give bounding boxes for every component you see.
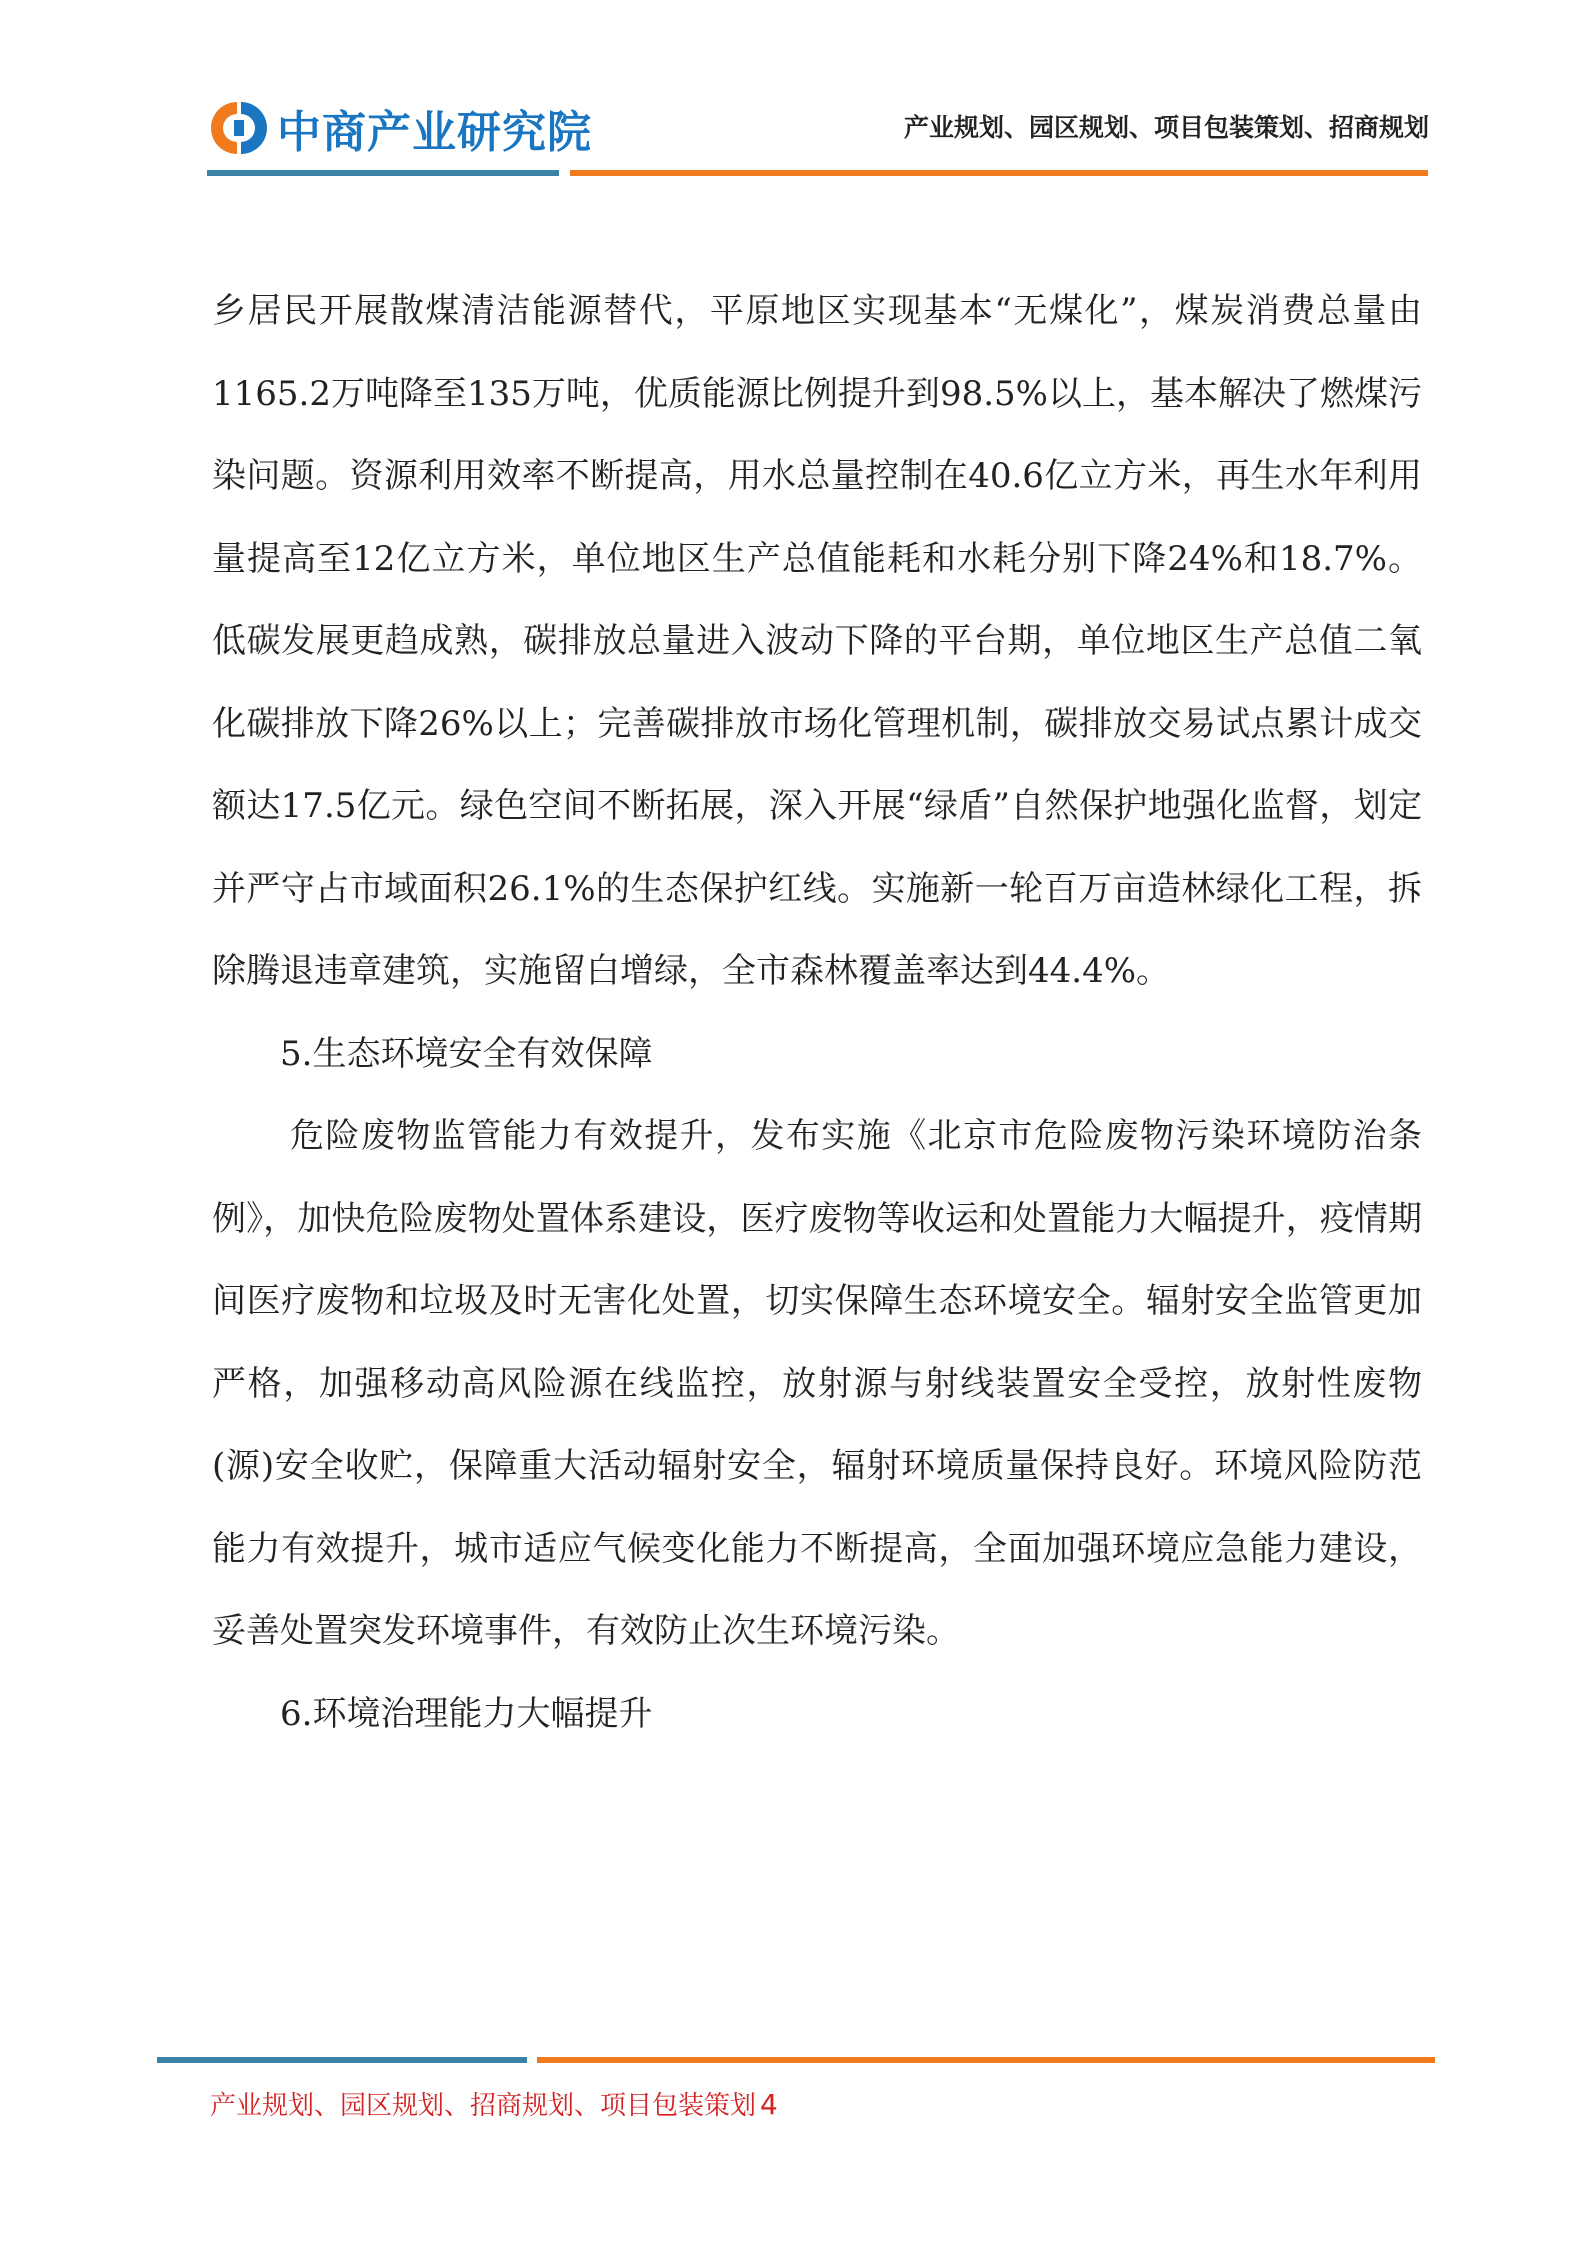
page-number: 4 xyxy=(760,2088,778,2121)
body-paragraph: 危险废物监管能力有效提升，发布实施《北京市危险废物污染环境防治条例》，加快危险废物处置体系建设，医疗废物等收运和处置能力大幅提升，疫情期间医疗废物和垃圾及时无害化处置，切实保障生态环境安全。辐射安全监管更加严格，加强移动高风险源在线监控，放射源与射线装置安全受控，放射性废物(源)安全收贮，保障重大活动辐射安全，辐射环境质量保持良好。环境风险防范能力有效提升，城市适应气候变化能力不断提高，全面加强环境应急能力建设，妥善处置突发环境事件，有效防止次生环境污染。 xyxy=(212,1116,1422,1651)
footer-tagline-text: 产业规划、园区规划、招商规划、项目包装策划 xyxy=(210,2091,757,2121)
body-paragraph: 乡居民开展散煤清洁能源替代，平原地区实现基本“无煤化”，煤炭消费总量由1165.2万吨降至135万吨，优质能源比例提升到98.5%以上，基本解决了燃煤污染问题。资源利用效率不断提高，用水总量控制在40.6亿立方米，再生水年利用量提高至12亿立方米，单位地区生产总值能耗和水耗分别下降24%和18.7%。低碳发展更趋成熟，碳排放总量进入波动下降的平台期，单位地区生产总值二氧化碳排放下降26%以上；完善碳排放市场化管理机制，碳排放交易试点累计成交额达17.5亿元。绿色空间不断拓展，深入开展“绿盾”自然保护地强化监督，划定并严守占市域面积26.1%的生态保护红线。实施新一轮百万亩造林绿化工程，拆除腾退违章建筑，实施留白增绿，全市森林覆盖率达到44.4%。 xyxy=(212,291,1422,991)
brand-logo xyxy=(207,98,592,158)
section-heading: 5.生态环境安全有效保障 xyxy=(280,1033,653,1074)
footer-tagline xyxy=(210,2085,778,2122)
page-header xyxy=(0,0,1587,190)
header-rule-orange xyxy=(570,170,1428,176)
footer-rule-blue xyxy=(157,2057,527,2063)
header-rule-blue xyxy=(207,170,559,176)
document-body xyxy=(212,270,1422,1755)
footer-rule-orange xyxy=(537,2057,1435,2063)
section-heading: 6.环境治理能力大幅提升 xyxy=(280,1693,653,1734)
header-tagline: 产业规划、园区规划、项目包装策划、招商规划 xyxy=(903,113,1429,142)
logo-icon xyxy=(207,98,267,158)
logo-text: 中商产业研究院 xyxy=(277,107,592,158)
